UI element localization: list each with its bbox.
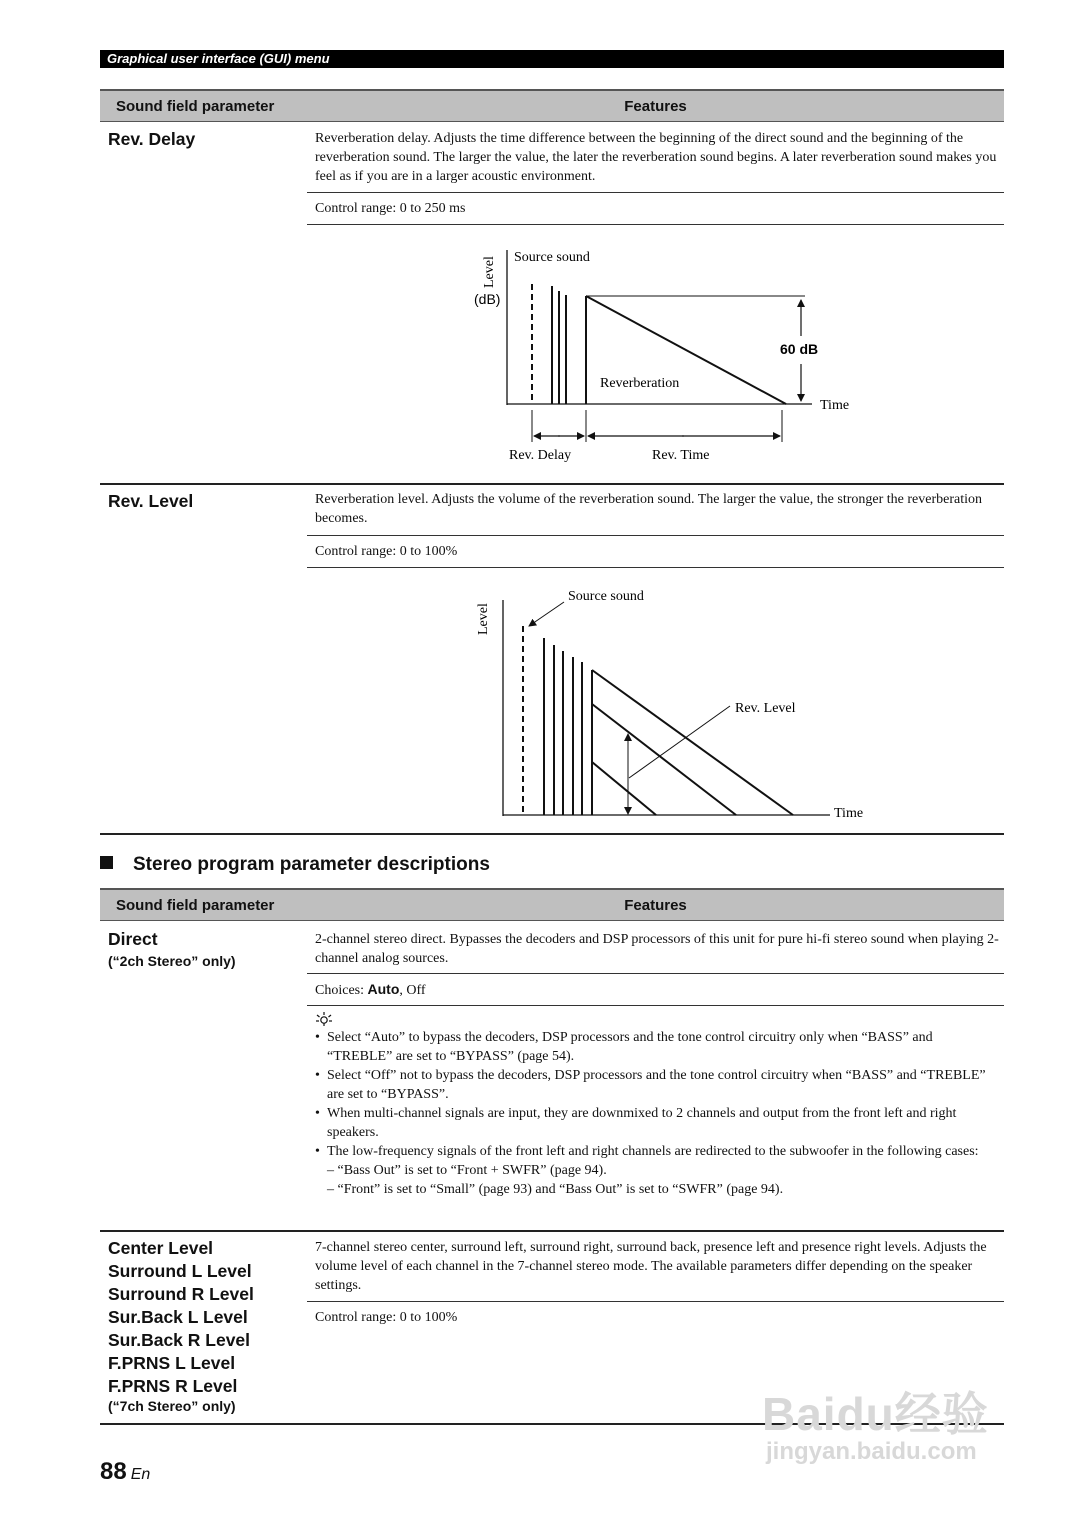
rev-level-range: Control range: 0 to 100% — [315, 544, 458, 559]
direct-notes — [315, 1028, 999, 1199]
levels-range: Control range: 0 to 100% — [315, 1310, 458, 1325]
reverb-decay-high — [592, 670, 793, 815]
rev-level-description: Reverberation level. Adjusts the volume of the reverberation sound. The larger the value, the stronger the reverberation becomes. — [315, 492, 982, 526]
rev-delay-span-label: Rev. Delay — [509, 448, 572, 463]
param-name-rev-level: Rev. Level — [108, 491, 194, 511]
choices-rest: , Off — [399, 983, 426, 998]
tip-icon — [316, 1012, 332, 1026]
note-item: • Select “Auto” to bypass the decoders, DSP processors and the tone control circuitry only when “BASS” and “TREBLE” are set to “BYPASS” (page 54). — [315, 1028, 999, 1066]
param-name-center-level: Center Level — [108, 1238, 214, 1258]
param-name-rev-delay: Rev. Delay — [108, 129, 196, 149]
page-header-title: Graphical user interface (GUI) menu — [100, 50, 1004, 68]
reverberation-label: Reverberation — [600, 376, 680, 391]
param-name-surback-r-level: Sur.Back R Level — [108, 1330, 251, 1350]
row-divider — [307, 1005, 1004, 1006]
param-name-surround-r-level: Surround R Level — [108, 1284, 254, 1304]
watermark — [762, 1360, 1012, 1480]
rev-level-diagram — [460, 580, 880, 830]
row-divider — [307, 973, 1004, 974]
page-number-value: 88 — [100, 1458, 127, 1485]
param-sub-levels: (“7ch Stereo” only) — [108, 1398, 236, 1414]
rev-delay-time-label: Time — [820, 398, 850, 413]
param-name-fprns-l-level: F.PRNS L Level — [108, 1353, 236, 1373]
param-name-levels — [108, 1237, 254, 1398]
table-header — [100, 89, 1004, 122]
column-header-parameter: Sound field parameter — [116, 897, 275, 914]
row-divider — [307, 192, 1004, 193]
rev-delay-db-label: 60 dB — [780, 341, 819, 357]
rev-delay-diagram — [460, 240, 880, 470]
direct-choices — [315, 980, 999, 1000]
row-divider — [100, 483, 1004, 485]
rev-level-label: Rev. Level — [735, 701, 796, 716]
choice-default: Auto — [367, 981, 400, 997]
rev-delay-y-unit: (dB) — [474, 291, 501, 307]
levels-description: 7-channel stereo center, surround left, surround right, surround back, presence left and presence right levels. Adjusts the volume level of each channel in the 7-channel stereo mode. The available parameters differ depending on the speaker settings. — [315, 1240, 987, 1293]
row-divider — [100, 1230, 1004, 1232]
column-header-features: Features — [624, 98, 687, 115]
rev-delay-range: Control range: 0 to 250 ms — [315, 201, 466, 216]
choices-prefix: Choices: — [315, 983, 368, 998]
level-pointer — [629, 706, 730, 778]
section-title-text: Stereo program parameter descriptions — [133, 854, 490, 875]
watermark-url: jingyan.baidu.com — [766, 1438, 977, 1465]
reverb-decay-low — [592, 762, 656, 815]
section-title — [100, 854, 490, 876]
param-sub-direct: (“2ch Stereo” only) — [108, 953, 236, 969]
rev-level-source-label: Source sound — [568, 589, 644, 604]
rev-level-time-label: Time — [834, 806, 864, 821]
rev-level-y-label: Level — [476, 603, 491, 635]
note-item: • Select “Off” not to bypass the decoders, DSP processors and the tone control circuitry when “BASS” and “TREBLE” are set to “BYPASS”. — [315, 1066, 999, 1104]
column-header-features: Features — [624, 897, 687, 914]
direct-description: 2-channel stereo direct. Bypasses the decoders and DSP processors of this unit for pure hi-fi stereo sound when playing 2-channel analog sources. — [315, 932, 999, 966]
table-header — [100, 888, 1004, 921]
page-language: En — [130, 1466, 151, 1483]
param-name-direct: Direct — [108, 929, 158, 949]
section-bullet-icon — [100, 856, 113, 869]
row-divider — [307, 567, 1004, 568]
note-item: • The low-frequency signals of the front left and right channels are redirected to the subwoofer in the following cases: — [315, 1142, 999, 1161]
note-item: • When multi-channel signals are input, they are downmixed to 2 channels and output from the front left and right speakers. — [315, 1104, 999, 1142]
rev-delay-y-label: Level — [482, 256, 497, 288]
page-number — [100, 1458, 150, 1486]
rev-time-span-label: Rev. Time — [652, 448, 710, 463]
note-subitem: – “Bass Out” is set to “Front + SWFR” (page 94). — [327, 1163, 607, 1178]
row-divider — [307, 224, 1004, 225]
note-subitem: – “Front” is set to “Small” (page 93) and “Bass Out” is set to “SWFR” (page 94). — [327, 1182, 784, 1197]
param-name-surback-l-level: Sur.Back L Level — [108, 1307, 248, 1327]
watermark-brand: Baidu经验 — [762, 1388, 989, 1440]
rev-delay-source-label: Source sound — [514, 250, 590, 265]
param-name-surround-l-level: Surround L Level — [108, 1261, 252, 1281]
row-divider — [307, 535, 1004, 536]
column-header-parameter: Sound field parameter — [116, 98, 275, 115]
rev-delay-description: Reverberation delay. Adjusts the time difference between the beginning of the direct sound and the beginning of the reverberation sound. The larger the value, the later the reverberation sound begins. A later reverberation sound makes you feel as if you are in a larger acoustic environment. — [315, 131, 997, 184]
param-name-fprns-r-level: F.PRNS R Level — [108, 1376, 238, 1396]
source-pointer — [529, 602, 564, 626]
table-bottom-rule — [100, 833, 1004, 835]
row-divider — [307, 1301, 1004, 1302]
